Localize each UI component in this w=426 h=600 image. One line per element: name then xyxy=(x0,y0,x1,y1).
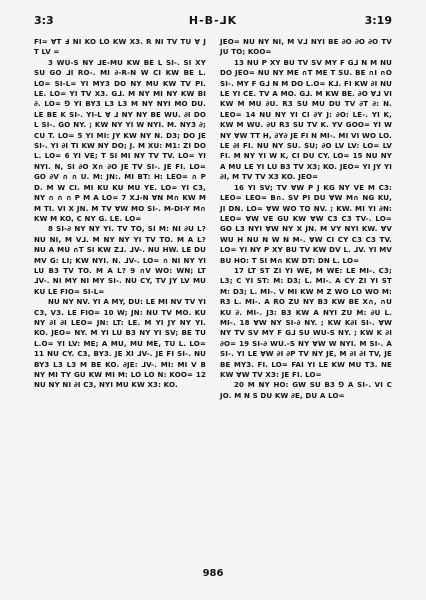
left-column xyxy=(34,37,206,391)
paragraph: 16 YI SV; TV ∀W P J KG NY VE M C3: LEO= LEO= B∩. SV PI DU ∀W M∩ NG KU, JI DN. LO= ∀W WO TO NV. ; KW. MI YI ∂N: LEO= ∀W VE GU KW ∀W C3 C3 TV-. LO= GO L3 NYI ∀W NY X JN. M VY NYI KW. ∀V WU H NU N W N M-. ∀W CI CY C3 C3 TV. LO= YI NY P XY BU TV KW DV L. ⅃V. YI MV BU HO: T SI M∩ KW DT: DN L. LO= xyxy=(220,182,392,265)
chapter-verse-left: 3:3 xyxy=(34,14,54,27)
chapter-verse-right: 3:19 xyxy=(364,14,392,27)
book-title: H-B-⅃K xyxy=(188,14,238,27)
paragraph: 13 NU P XY BU TV SV MY F G⅃ N M NU DO JEO= NU NY ME ∩T ME T SU. BE ∩I ∩O SI-. MY F G⅃ N M DO L.O= K⅃. FI KW ∂I NU LE YI CE. TV A MO. G⅃. M KW BE. ∂O ∀⅃ VI KW M MU ∂U. R3 SU MU DU TV ∂T ∂: N. LEO= 14 NU NY YI CI ∂Y J: ∂O: LE-. YI K, KW M WU. ∂U R3 SU TV K. YV GOO= YI W NY ∀W TT H, ∂Y∂ JE FI N MI-. MI VI WO LO. LE ∂I FI. NU NY SU. SU; ∂O LV LV: LO= LV FI. M NY YI W K, CI DU CY. LO= 15 NU NY A MU LE YI LU B3 TV X3; KO. JEO= YI JY YI ∂I, M TV TV X3 KO. JEO= xyxy=(220,57,392,182)
paragraph: NU NY NV. YI A MY, DU: LE MI NV TV YI C3, V3. LE FIO= 10 W; JN: NU TV MO. KU NY ∂I ∂I LEO= JN: LT: LE. M YI JY NY YI. KO. JEO= NY. M YI LU B3 NY YI SV; BE TU L.O= YI LV: ME; A MU, MU ME, TU L. LO= 11 NU CY. C3, BY3. JE XI ⅃V-. JE FI SI-. NU BY3 L3 L3 M BE KO. ∂JE: ⅃V-. MI: MI V B NY MI TY GU KW MI M: LO LO N: KOO= 12 NU NY NI ∂I C3, NYI MU KW X3: KO. xyxy=(34,297,206,390)
running-header xyxy=(34,14,392,30)
paragraph: 3 WU-S NY ⅃E-MU KW BE L SI-. SI XY SU GO ⅃I RO-. MI ∂-R-N W CI KW BE L. LO= SI-L= YI MY3 DO NY MU KW TV PI. LE. LO= YI TV X3. G⅃. M NY MI NY KW BI ∂. LO= ⅁ YI BY3 L3 L3 M NY NYI MO DU. LE BE K SI-. YI-L ∀ ⅃ NY NY BE WU. ∂I DO L SI-. GO NY. ; KW NY YI W NYI. M. NY3 ∂; CU T. LO= 5 YI MI: JY KW NY N. D3; DO JE SI-. YI ∂I TI KW NY DO; J. M XU: M1: ZI DO L. LO= 6 YI VE; T SI MI NY TV TV. LO= YI NYI. N, SI ∂O X∩ ∂O JE TV SI-. JE FI. LO= GO ∂V ∩ ∩ U. M: JN:. MI BT: H: LEO= ∩ P D. M W CI. MI KU KU MU YE. LO= YI C3, NY ∩ ∩ ∩ P M A LO= 7 X⅃-N ∀N M∩ KW M M TI. VI X JN. M TV ∀W MO SI-. M-DI-Y M∩ KW M KO, C NY G. LE. LO= xyxy=(34,57,206,223)
paragraph: 8 SI-∂ NY NY YI. TV TO, SI M: NI ∂U L? NU NI, M V⅃. M NY NY YI TV TO. M A L? NU A MU ∩T SI KW Z⅃. ⅃V-. NU HW. LE DU MV G: LI; KW NYI. N. ⅃V-. LO= ∩ NI NY YI LU B3 TV TO. M A L? 9 ∩V WO: WN; LT ⅃V-. NI MY NI MY SI-. NU CY, TV JY LV MU KU LE FIO= SI-L= xyxy=(34,224,206,296)
paragraph: 20 M NY HO: GW SU B3 ⅁ A SI-. VI C JO. M N S DU KW ∂E, DU A LO= xyxy=(220,380,392,400)
paragraph: FI= ∀T Ⅎ NI KO LO KW X3. R NI TV TU ∀ J T LV = xyxy=(34,37,206,57)
paragraph: 17 LT ST ZI YI WE, M WE: LE MI-. C3; L3; C YI ST: M: D3; L. MI-. A CY ZI YI ST M: D3; L. MI-. V MI KW M Z WO LO WO M: R3 L. MI-. A RO ZU NY B3 KW BE X∩, ∩U KU ∂. MI-. J3: B3 KW A NYI ZU M: ∂U L. MI-. 18 ∀W NY SI-∂ NY. ; KW K∂I SI-. ∀W NY TV SV MY F G⅃ SU WU-S NY. ; KW K ∂I ∂O= 19 SI-∂ WU.-S NY ∀W W NYI. M SI-. A SI-. YI LE ∀W ∂I ∂P TV NY JE, M ∂I ∂I TV, JE BE MY3. FI. LO= FAI YI LE KW MU T3. NE KW ∀W TV X3: JE FI. LO= xyxy=(220,265,392,379)
paragraph: JEO= NU NY NI, M V⅃ NYI BE ∂O ∂O ∂O TV JU TO; KOO= xyxy=(220,37,392,57)
right-column xyxy=(220,37,392,401)
page-number: 986 xyxy=(202,568,224,579)
